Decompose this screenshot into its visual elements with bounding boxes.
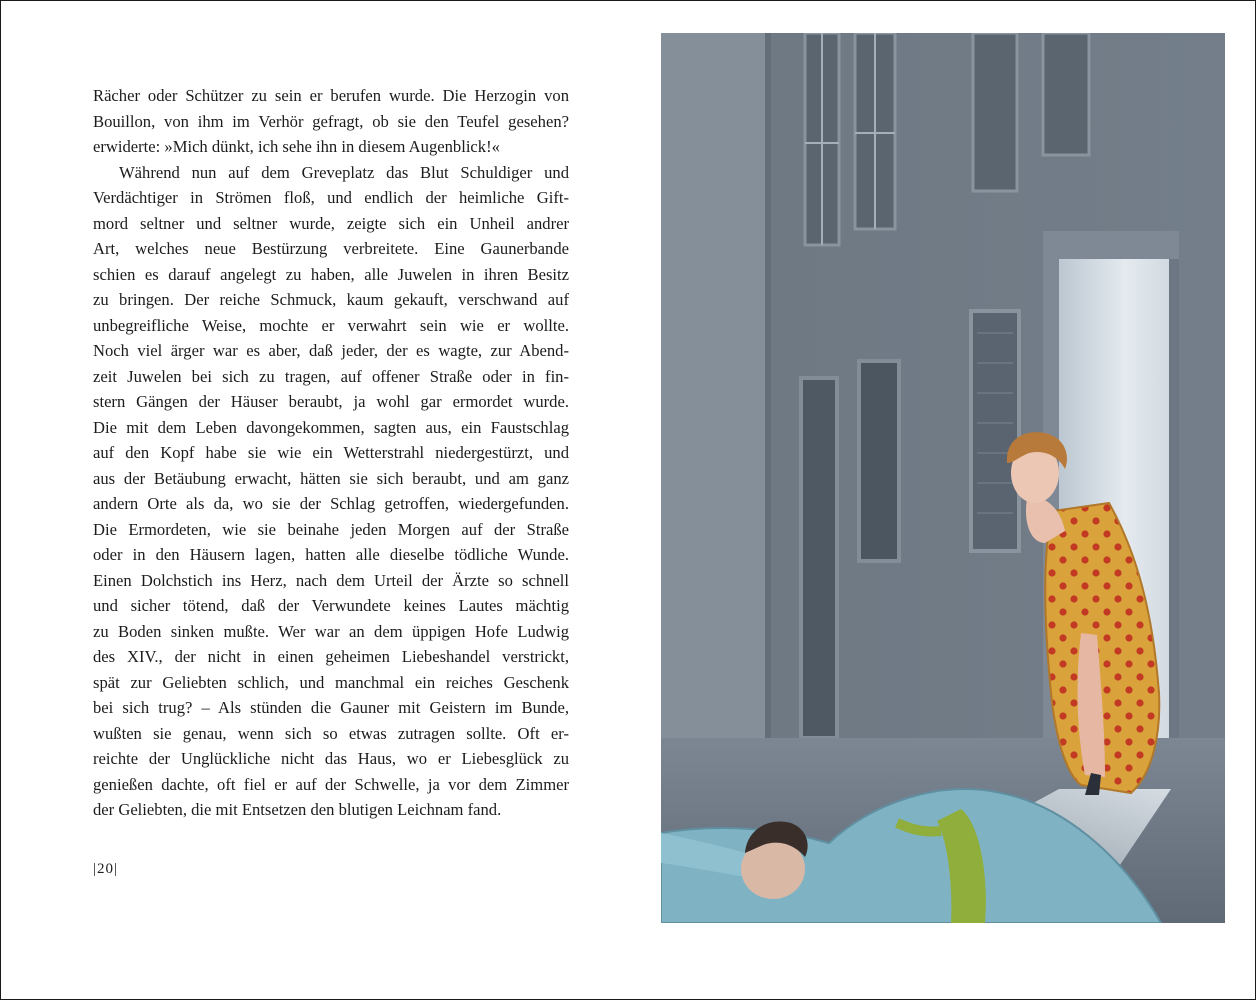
paragraph-2 [93,160,569,823]
illustration-panel [661,33,1225,923]
text-line: Verdächtiger in Strömen floß, und endlich der heimliche Gift- [93,188,569,207]
text-line: reichte der Unglückliche nicht das Haus, wo er Liebesglück zu [93,749,569,768]
text-line: und sicher tötend, daß der Verwundete keines Lautes mächtig [93,596,569,615]
text-line: bei sich trug? – Als stünden die Gauner mit Geistern im Bunde, [93,698,569,717]
page-number: |20| [93,861,119,877]
text-line: Während nun auf dem Greveplatz das Blut Schuldiger und [119,162,569,182]
text-line: Die Ermordeten, wie sie beinahe jeden Morgen auf der Straße [93,519,569,539]
text-line: mord seltner und seltner wurde, zeigte sich ein Unheil andrer [93,213,569,233]
text-line: Rächer oder Schützer zu sein er berufen wurde. Die Herzogin von [93,86,569,105]
text-line: wußten sie genau, wenn sich so etwas zutragen sollte. Oft er- [93,723,569,743]
text-line: spät zur Geliebten schlich, und manchmal ein reiches Geschenk [93,672,569,692]
text-line: zu Boden sinken mußte. Wer war an dem üppigen Hofe Ludwig [93,621,569,641]
text-line: Art, welches neue Bestürzung verbreitete. Eine Gaunerbande [93,239,569,258]
text-line: Bouillon, von ihm im Verhör gefragt, ob sie den Teufel gesehen? [93,111,569,131]
text-line: zeit Juwelen bei sich zu tragen, auf offener Straße oder in fin- [93,366,569,386]
illustration-woman-in-doorway [661,33,1225,923]
text-line: zu bringen. Der reiche Schmuck, kaum gekauft, verschwand auf [93,290,569,309]
text-line: erwiderte: »Mich dünkt, ich sehe ihn in diesem Augenblick!« [93,137,500,156]
text-line: schien es darauf angelegt zu haben, alle Juwelen in ihren Besitz [93,264,569,284]
text-line: der Geliebten, die mit Entsetzen den blutigen Leichnam fand. [93,800,502,819]
text-line: Noch viel ärger war es aber, daß jeder, der es wagte, zur Abend- [93,341,569,360]
text-line: Die mit dem Leben davongekommen, sagten aus, ein Faustschlag [93,417,569,437]
wall-corner [765,33,771,753]
text-line: des XIV., der nicht in einen geheimen Liebeshandel verstrickt, [93,647,569,666]
text-page-left [93,83,569,823]
text-line: andern Orte als da, wo sie der Schlag getroffen, wiedergefunden. [93,494,569,513]
text-line: auf den Kopf habe sie wie ein Wetterstrahl niedergestürzt, und [93,443,569,462]
text-line: genießen dachte, oft fiel er auf der Schwelle, ja vor dem Zimmer [93,774,569,794]
paragraph-1 [93,83,569,160]
text-line: aus der Betäubung erwacht, hätten sie sich beraubt, und am ganz [93,468,569,488]
text-line: oder in den Häusern lagen, hatten alle dieselbe tödliche Wunde. [93,545,569,564]
left-wall [661,33,765,753]
text-line: unbegreifliche Weise, mochte er verwahrt sein wie er wollte. [93,315,569,335]
text-line: Einen Dolchstich ins Herz, nach dem Urteil der Ärzte so schnell [93,570,569,590]
text-line: stern Gängen der Häuser beraubt, ja wohl gar ermordet wurde. [93,392,569,411]
